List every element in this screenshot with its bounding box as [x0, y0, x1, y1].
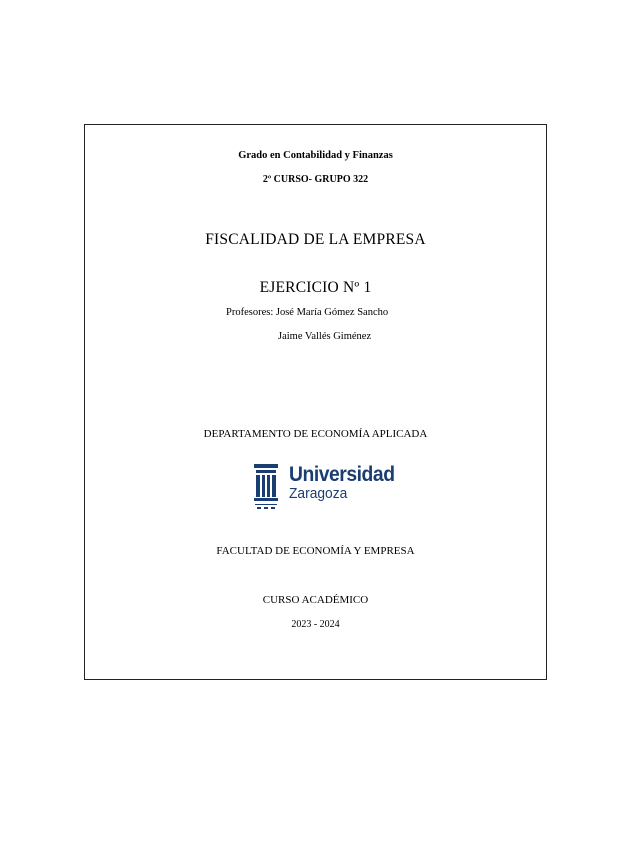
logo-wordmark: Universidad [289, 463, 395, 486]
subject-title: FISCALIDAD DE LA EMPRESA [205, 231, 426, 248]
university-crest-icon [253, 464, 279, 512]
logo-city: Zaragoza [289, 485, 348, 502]
course-group: 2º CURSO- GRUPO 322 [262, 174, 369, 185]
faculty-name: FACULTAD DE ECONOMÍA Y EMPRESA [216, 545, 415, 557]
exercise-title: EJERCICIO Nº 1 [259, 279, 372, 296]
academic-year-label: CURSO ACADÉMICO [262, 594, 369, 606]
academic-year: 2023 - 2024 [291, 619, 340, 630]
degree-title: Grado en Contabilidad y Finanzas [238, 150, 393, 161]
department-name: DEPARTAMENTO DE ECONOMÍA APLICADA [203, 428, 428, 440]
professor-second: Jaime Vallés Giménez [278, 331, 372, 342]
university-logo [253, 463, 395, 514]
professors-line: Profesores: José María Gómez Sancho [226, 307, 389, 318]
